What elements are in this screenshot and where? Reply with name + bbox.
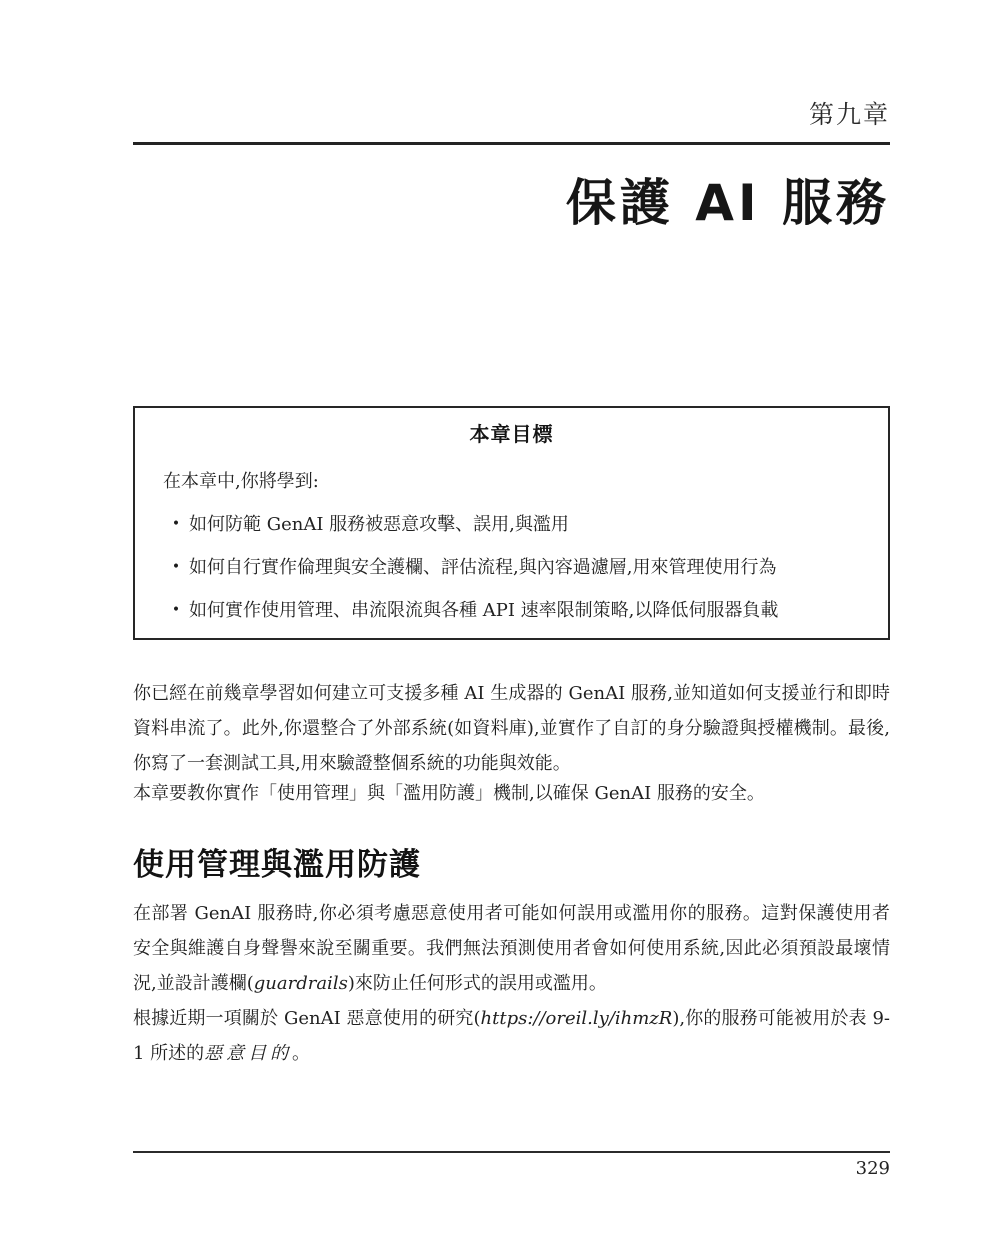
chapter-label: 第九章 bbox=[808, 100, 890, 129]
paragraph-chapter-intro: 本章要教你實作「使用管理」與「濫用防護」機制,以確保 GenAI 服務的安全。 bbox=[133, 783, 765, 804]
list-item-text: 如何防範 GenAI 服務被惡意攻擊、誤用,與濫用 bbox=[189, 514, 569, 535]
list-item bbox=[163, 593, 860, 628]
emphasized-text: 惡意目的 bbox=[204, 1043, 293, 1064]
footer-rule bbox=[133, 1151, 890, 1153]
paragraph-research bbox=[133, 1001, 890, 1071]
header-rule bbox=[133, 142, 890, 145]
list-item bbox=[163, 507, 860, 542]
body-text: )來防止任何形式的誤用或濫用。 bbox=[347, 973, 607, 994]
body-text: 根據近期一項關於 GenAI 惡意使用的研究( bbox=[133, 1008, 481, 1029]
chapter-title: 保護 AI 服務 bbox=[565, 174, 890, 232]
page-number: 329 bbox=[855, 1158, 890, 1179]
bullet-icon: • bbox=[171, 602, 181, 618]
list-item bbox=[163, 550, 860, 585]
list-item-text: 如何自行實作倫理與安全護欄、評估流程,與內容過濾層,用來管理使用行為 bbox=[189, 557, 777, 578]
italic-text: guardrails bbox=[253, 973, 348, 994]
objectives-intro: 在本章中,你將學到: bbox=[163, 471, 319, 492]
objectives-box bbox=[133, 406, 890, 640]
list-item-text: 如何實作使用管理、串流限流與各種 API 速率限制策略,以降低伺服器負載 bbox=[189, 600, 779, 621]
body-text: 。 bbox=[292, 1043, 311, 1064]
paragraph-recap: 你已經在前幾章學習如何建立可支援多種 AI 生成器的 GenAI 服務,並知道如何支援並行和即時資料串流了。此外,你還整合了外部系統(如資料庫),並實作了自訂的身分驗證與授權機制。最後,你寫了一套測試工具,用來驗證整個系統的功能與效能。 bbox=[133, 683, 890, 774]
italic-text: https://oreil.ly/ihmzR bbox=[480, 1008, 673, 1029]
body-text: 在部署 GenAI 服務時,你必須考慮惡意使用者可能如何誤用或濫用你的服務。這對保護使用者安全與維護自身聲譽來說至關重要。我們無法預測使用者會如何使用系統,因此必須預設最壞情況,並設計護欄( bbox=[133, 903, 890, 994]
objectives-box-title: 本章目標 bbox=[469, 422, 554, 446]
body-text: ),你的服務可能被用於表 9-1 所述的 bbox=[133, 1008, 890, 1064]
bullet-icon: • bbox=[171, 516, 181, 532]
objectives-list bbox=[163, 507, 860, 628]
paragraph-guardrails bbox=[133, 896, 890, 1001]
section-heading: 使用管理與濫用防護 bbox=[133, 847, 421, 883]
bullet-icon: • bbox=[171, 559, 181, 575]
